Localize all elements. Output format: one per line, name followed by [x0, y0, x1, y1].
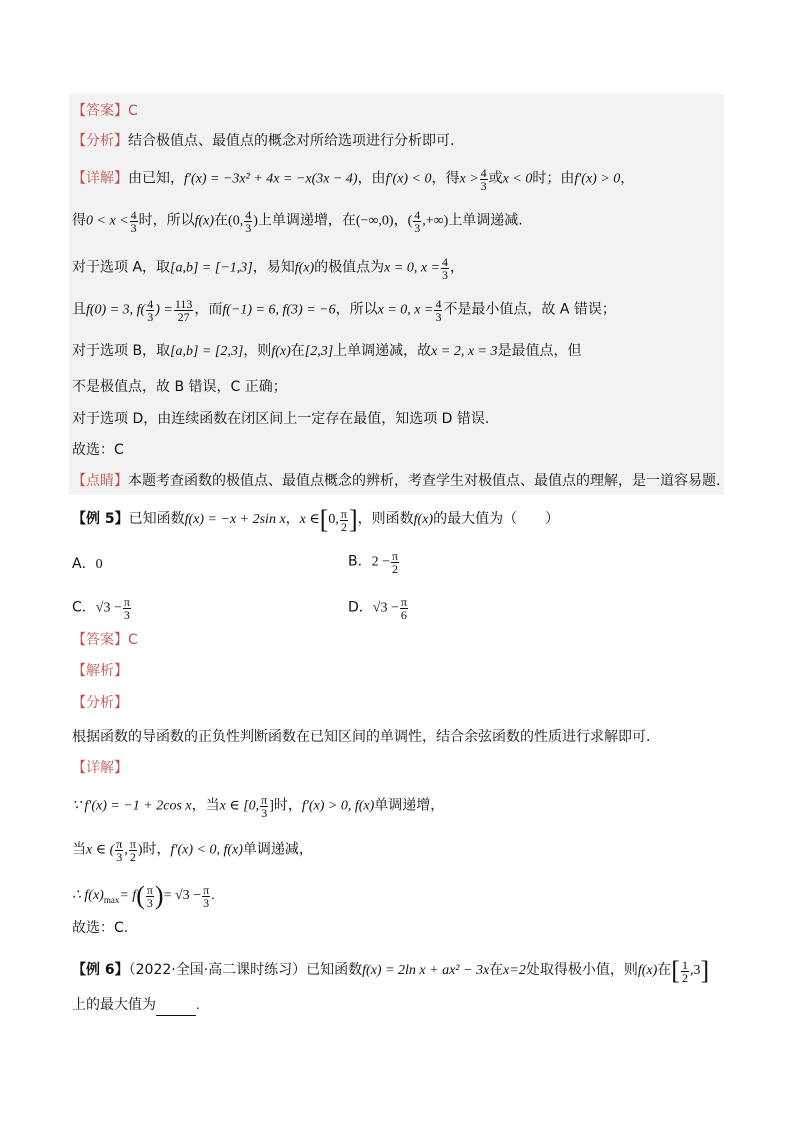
formula: = f — [119, 888, 137, 904]
option-label: B． — [348, 553, 372, 570]
denominator: 3 — [147, 310, 154, 324]
formula: ,3 — [689, 963, 701, 979]
formula: 0 < x < — [86, 213, 129, 229]
option-label: A． — [72, 556, 96, 572]
numerator: 4 — [441, 255, 448, 269]
formula: f(x) = 2ln x + ax² − 3x — [362, 963, 490, 979]
bracket: [ — [319, 505, 329, 534]
detail-line-6: 不是极值点，故 B 错误，C 正确； — [72, 379, 287, 395]
example5-tag: 【例 5】 — [72, 511, 129, 528]
formula: ,+∞) — [422, 213, 449, 229]
text: 处取得极小值，则 — [525, 962, 638, 979]
formula: x = 2, x = 3 — [431, 344, 498, 359]
text: 上单调递减，故 — [333, 343, 432, 359]
formula: f(x) — [194, 213, 215, 229]
formula: (−∞,0) — [355, 213, 394, 229]
detail-line-1 — [72, 167, 634, 192]
bracket: ] — [348, 505, 358, 534]
formula: f′(x) < 0, f(x) — [170, 842, 243, 858]
text: 单调递减， — [242, 841, 313, 858]
formula: ∵ f′(x) = −1 + 2cos x — [72, 798, 192, 814]
fraction — [146, 884, 154, 909]
text: 已知函数 — [306, 962, 363, 979]
text: 当 — [72, 841, 86, 858]
numerator: π — [129, 837, 136, 851]
fraction — [413, 209, 421, 234]
denominator: 3 — [441, 268, 448, 282]
text: ，得 — [431, 170, 460, 187]
formula: [a,b] = [−1,3] — [170, 260, 253, 276]
text: 上单调递增，在 — [257, 212, 356, 229]
comment-tag: 【点睛】 — [72, 473, 128, 489]
denominator: 3 — [414, 221, 421, 235]
text: 时， — [273, 797, 302, 814]
formula: x ∈ — [299, 512, 320, 528]
text: 由已知， — [128, 170, 184, 187]
fraction — [340, 508, 348, 533]
text: 时， — [142, 841, 171, 858]
formula: (0, — [228, 213, 244, 229]
subscript: max — [103, 895, 120, 906]
numerator: 4 — [435, 297, 442, 311]
text: ， — [449, 259, 464, 276]
formula: ( — [407, 213, 413, 229]
numerator: 4 — [147, 297, 154, 311]
text: 在 — [657, 962, 672, 979]
formula: f′(x) > 0 — [574, 171, 621, 187]
detail-line-7: 对于选项 D，由连续函数在闭区间上一定存在最值，知选项 D 错误. — [72, 411, 490, 427]
text: 上的最大值为 — [72, 997, 156, 1013]
text: ，而 — [194, 301, 223, 318]
numerator: π — [392, 549, 399, 563]
text: 得 — [72, 212, 86, 229]
formula: f(−1) = 6, f(3) = −6 — [222, 302, 336, 318]
fraction — [174, 298, 194, 323]
numerator: π — [340, 506, 347, 521]
formula: f(x) — [413, 512, 434, 528]
example6-question — [72, 958, 709, 984]
answer-value: C — [128, 632, 138, 648]
denominator: 2 — [681, 970, 688, 985]
formula: [2,3] — [304, 344, 334, 359]
text: 在 — [290, 343, 305, 359]
answer-value: C — [128, 103, 138, 119]
option-c[interactable] — [72, 596, 132, 621]
fraction — [115, 838, 123, 863]
fraction — [130, 209, 138, 234]
fraction — [400, 596, 408, 621]
fraction — [260, 794, 268, 819]
analysis-tag: 【分析】 — [72, 133, 128, 149]
detail-line-5 — [72, 341, 581, 362]
option-d[interactable] — [348, 596, 409, 621]
text: ，所以 — [335, 301, 378, 318]
denominator: 3 — [435, 310, 442, 324]
text: 对于选项 A，取 — [72, 259, 171, 276]
example5-xiangjie-tag: 【详解】 — [72, 760, 128, 776]
example6-tag: 【例 6】 — [72, 962, 129, 979]
formula: x ∈ [0, — [219, 798, 260, 814]
formula: f′(x) < 0 — [385, 171, 432, 187]
fraction — [202, 884, 210, 909]
denominator: 2 — [392, 562, 399, 576]
bracket-left: [ — [671, 956, 680, 985]
formula: x = 0, x = — [377, 302, 434, 318]
formula: f(x) — [294, 260, 315, 276]
numerator: 113 — [174, 297, 193, 311]
numerator: 4 — [414, 208, 421, 222]
analysis-text: 结合极值点、最值点的概念对所给选项进行分析即可. — [128, 133, 455, 149]
text: ， — [285, 511, 300, 528]
option-a[interactable] — [72, 553, 103, 573]
fraction — [480, 167, 488, 192]
formula: = √3 − — [163, 888, 202, 904]
denominator: 3 — [116, 850, 123, 864]
numerator: π — [203, 882, 210, 897]
detail-tag: 【详解】 — [72, 170, 128, 187]
example6-line2 — [72, 995, 200, 1016]
option-b[interactable] — [348, 550, 400, 575]
text: 的极值点为 — [314, 259, 385, 276]
text: ， — [620, 170, 635, 187]
denominator: 6 — [400, 608, 407, 622]
example5-detail-3 — [72, 883, 215, 910]
option-value: √3 − — [95, 600, 122, 616]
answer-tag: 【答案】 — [72, 103, 128, 119]
fraction — [123, 596, 131, 621]
denominator: 3 — [245, 221, 252, 235]
formula: ] — [269, 798, 274, 814]
example5-detail-1 — [72, 794, 444, 819]
source: （2022·全国·高二课时练习） — [128, 962, 307, 979]
formula: , — [124, 842, 128, 858]
answer-line — [72, 101, 138, 122]
paren-left: ( — [136, 881, 145, 910]
formula: x ∈ ( — [86, 842, 115, 858]
denominator: 3 — [203, 895, 210, 910]
formula: f(0) = 3, f( — [86, 302, 146, 318]
fraction — [434, 298, 442, 323]
formula: . — [211, 888, 215, 904]
comment-line — [72, 471, 720, 492]
detail-line-4 — [72, 298, 616, 323]
answer-tag: 【答案】 — [72, 632, 128, 648]
formula: x < 0 — [502, 171, 533, 187]
text: 在 — [489, 962, 504, 979]
numerator: π — [400, 595, 407, 609]
detail-line-2 — [72, 209, 523, 234]
numerator: 4 — [130, 208, 137, 222]
example5-answer — [72, 630, 138, 651]
answer-block-background — [69, 94, 724, 495]
denominator: 3 — [261, 806, 268, 820]
detail-line-8: 故选：C — [72, 442, 124, 458]
text: 在 — [214, 212, 229, 229]
example5-fenxi-text: 根据函数的导函数的正负性判断函数在已知区间的单调性，结合余弦函数的性质进行求解即可. — [72, 729, 651, 745]
text: ，则函数 — [357, 511, 414, 528]
option-value: 2 − — [371, 554, 391, 570]
text: 对于选项 B，取 — [72, 343, 171, 359]
text: 时；由 — [532, 170, 575, 187]
text: 是最值点，但 — [497, 343, 582, 359]
text: 已知函数 — [128, 511, 185, 528]
numerator: 4 — [480, 166, 487, 180]
formula: ) — [253, 213, 258, 229]
text: ，由 — [357, 170, 386, 187]
text: 上单调递减. — [448, 212, 523, 229]
text: ，则 — [243, 343, 272, 359]
text: 且 — [72, 301, 86, 318]
numerator: 4 — [245, 208, 252, 222]
fraction — [129, 838, 137, 863]
numerator: π — [116, 837, 123, 851]
text: ，易知 — [252, 259, 295, 276]
formula: x > — [459, 171, 479, 187]
bracket-right: ] — [700, 956, 710, 985]
example5-detail-2 — [72, 838, 313, 863]
numerator: π — [146, 882, 153, 897]
option-value: √3 − — [372, 600, 399, 616]
text: ， — [393, 212, 408, 229]
denominator: 2 — [340, 519, 347, 534]
option-value: 0 — [95, 557, 103, 572]
denominator: 3 — [130, 221, 137, 235]
answer-blank[interactable] — [156, 1001, 196, 1016]
numerator: π — [123, 595, 130, 609]
example5-jiexi-tag: 【解析】 — [72, 663, 128, 679]
numerator: 1 — [681, 957, 688, 972]
text: 不是最小值点，故 A 错误； — [443, 301, 616, 318]
formula: ) — [137, 842, 143, 858]
formula: ∴ f(x) — [72, 888, 104, 904]
denominator: 27 — [177, 310, 190, 324]
fraction — [441, 256, 449, 281]
denominator: 2 — [129, 850, 136, 864]
text: 时，所以 — [138, 212, 195, 229]
formula: ) = — [155, 302, 173, 318]
denominator: 3 — [146, 895, 153, 910]
fraction — [244, 209, 252, 234]
fraction — [146, 298, 154, 323]
fraction — [391, 550, 399, 575]
text: 的最大值为（ ） — [433, 511, 560, 528]
formula: x=2 — [503, 963, 526, 979]
formula: f′(x) = −3x² + 4x = −x(3x − 4) — [184, 171, 358, 187]
option-label: C． — [72, 599, 96, 616]
denominator: 3 — [480, 179, 487, 193]
formula: 0, — [328, 512, 339, 528]
formula: f(x) — [271, 344, 291, 359]
text: . — [196, 998, 200, 1013]
formula: f′(x) > 0, f(x) — [301, 798, 375, 814]
fraction — [681, 959, 689, 984]
example5-final: 故选：C. — [72, 920, 129, 936]
analysis-line — [72, 131, 454, 152]
comment-text: 本题考查函数的极值点、最值点概念的辨析，考查学生对极值点、最值点的理解，是一道容易题. — [128, 473, 721, 489]
example5-question — [72, 507, 559, 533]
example5-fenxi-tag: 【分析】 — [72, 695, 128, 711]
formula: f(x) = −x + 2sin x — [184, 512, 286, 528]
text: 单调递增， — [374, 797, 445, 814]
numerator: π — [261, 793, 268, 807]
detail-line-3 — [72, 256, 464, 281]
denominator: 3 — [123, 608, 130, 622]
text: ，当 — [191, 797, 220, 814]
formula: f(x) — [637, 963, 658, 979]
formula: [a,b] = [2,3] — [170, 344, 244, 359]
option-label: D． — [348, 599, 373, 616]
paren-right: ) — [154, 881, 164, 910]
formula: x = 0, x = — [384, 260, 440, 276]
text: 或 — [488, 170, 503, 187]
